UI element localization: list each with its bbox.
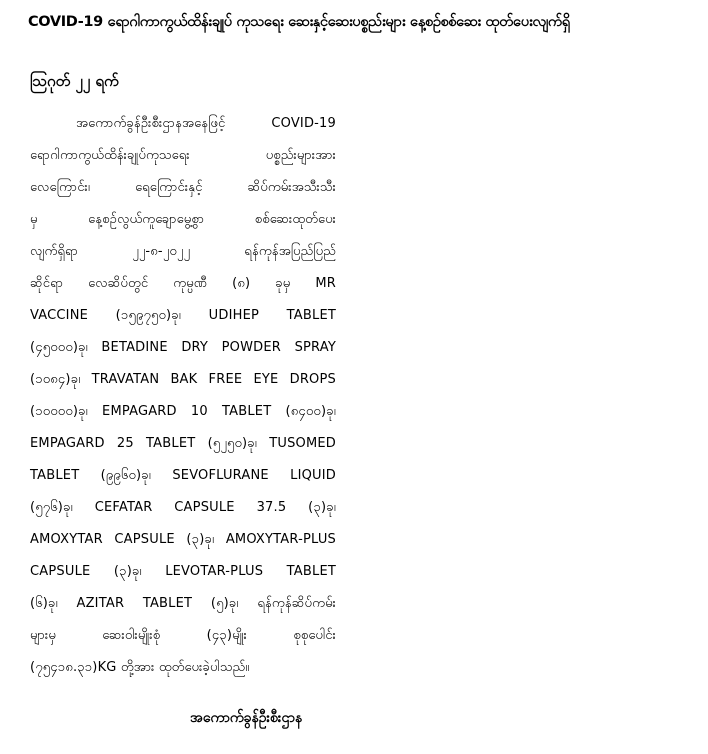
body-line: CAPSULE (၃)ခု၊ LEVOTAR-PLUS TABLET xyxy=(30,564,336,579)
body-line: လျက်ရှိရာ ၂၂-၈-၂၀၂၂ ရန်ကုန်အပြည်ပြည် xyxy=(30,244,336,259)
body-line: (၁၀၈၄)ခု၊ TRAVATAN BAK FREE EYE DROPS xyxy=(30,372,336,387)
body-line: (၄၅၀၀၀)ခု၊ BETADINE DRY POWDER SPRAY xyxy=(30,340,336,355)
body-line: (၅၇၆)ခု၊ CEFATAR CAPSULE 37.5 (၃)ခု၊ xyxy=(30,500,336,515)
body-line: ရောဂါကာကွယ်ထိန်းချုပ်ကုသရေး ပစ္စည်းများအား xyxy=(30,148,336,163)
article-headline: COVID-19 ရောဂါကာကွယ်ထိန်းချုပ် ကုသရေး ဆေးနှင့်ဆေးပစ္စည်းများ နေ့စဉ်စစ်ဆေး ထုတ်ပေးလျက်ရှိ xyxy=(28,14,570,30)
article-signature: အကောက်ခွန်ဦးစီးဌာန xyxy=(190,710,303,726)
body-line: များမှ ဆေးဝါးမျိုးစုံ (၄၃)မျိုး စုစုပေါင်း xyxy=(30,628,336,643)
body-line: AMOXYTAR CAPSULE (၃)ခု၊ AMOXYTAR-PLUS xyxy=(30,532,336,547)
body-line: TABLET (၉၉၆၀)ခု၊ SEVOFLURANE LIQUID xyxy=(30,468,336,483)
body-line: EMPAGARD 25 TABLET (၅၂၅၀)ခု၊ TUSOMED xyxy=(30,436,336,451)
article-date: ဩဂုတ် ၂၂ ရက် xyxy=(30,72,119,90)
body-line: အကောက်ခွန်ဦးစီးဌာနအနေဖြင့် COVID-19 xyxy=(76,116,336,131)
body-line: ဆိုင်ရာ လေဆိပ်တွင် ကုမ္ပဏီ (၈) ခုမှ MR xyxy=(30,276,336,291)
body-line: VACCINE (၁၅၉၇၅၀)ခု၊ UDIHEP TABLET xyxy=(30,308,336,323)
article-body xyxy=(30,108,336,684)
body-line: (၇၅၄၁၈.၃၁)KG တို့အား ထုတ်ပေးခဲ့ပါသည်။ xyxy=(30,660,250,675)
body-line: လေကြောင်း၊ ရေကြောင်းနှင့် ဆိပ်ကမ်းအသီးသီး xyxy=(30,180,336,195)
body-line: (၁၀၀၀၀)ခု၊ EMPAGARD 10 TABLET (၈၄၀၀)ခု၊ xyxy=(30,404,336,419)
body-line: မှ နေ့စဉ်လွယ်ကူချောမွေ့စွာ စစ်ဆေးထုတ်ပေး xyxy=(30,212,336,227)
body-line: (၆)ခု၊ AZITAR TABLET (၅)ခု၊ ရန်ကုန်ဆိပ်ကမ်း xyxy=(30,596,336,611)
